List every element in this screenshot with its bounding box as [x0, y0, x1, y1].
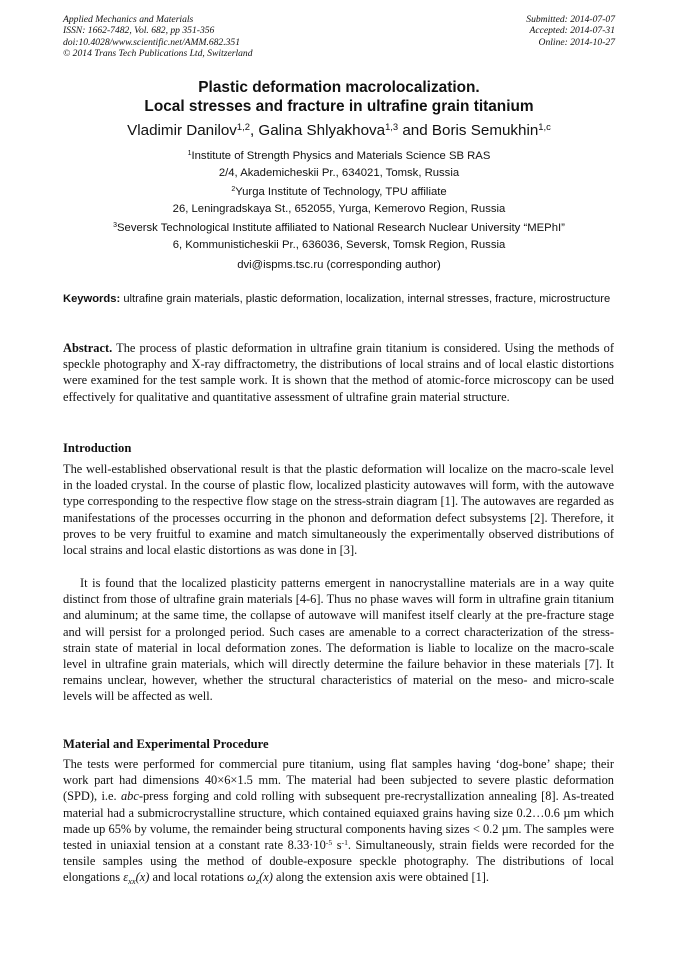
affiliation-institution: Institute of Strength Physics and Materials Science SB RAS: [191, 150, 491, 162]
affiliation-number: 1: [187, 150, 192, 158]
materials-text: The tests were performed for commercial pure titanium, using flat samples having ‘dog-bone’ shape; their work part had dimensions 40×6×1.5 mm. The material had been subjected to severe plastic deformation (SPD), i.e.: [63, 757, 614, 804]
materials-text: and local rotations: [149, 870, 248, 885]
accepted-date: Accepted: 2014-07-31: [529, 25, 615, 37]
materials-paragraph: [63, 756, 614, 886]
journal-name: Applied Mechanics and Materials: [63, 14, 194, 25]
affiliation-institution: Seversk Technological Institute affiliated to National Research Nuclear University “MEPhI”: [117, 222, 565, 234]
doi: doi:10.4028/www.scientific.net/AMM.682.351: [63, 36, 241, 48]
affiliation-address: 6, Kommunisticheskii Pr., 636036, Seversk, Tomsk Region, Russia: [172, 238, 506, 251]
introduction-heading: Introduction: [63, 441, 132, 455]
epsilon-subscript: xx: [128, 875, 136, 886]
title-line-1: Plastic deformation macrolocalization.: [198, 79, 480, 96]
materials-text: . Simultaneously, strain fields were recorded for the tensile samples using the method of double-exposure speckle photography. The distributions of local elongations: [63, 838, 614, 885]
materials-text: -press forging and cold rolling with subsequent pre-recrystallization annealing [8]. As-treated material had a submicrocrystalline structure, which contained equiaxed grains having size 0.2…0.6 µm which made up 65% by volume, the remainder being structural components having sizes < 0.2 µm. The samples were tested in uniaxial tension at a constant rate 8.33·10: [63, 789, 614, 853]
variable-x: (x): [259, 870, 273, 885]
paper-title: [40, 79, 638, 116]
keywords-text: ultrafine grain materials, plastic deformation, localization, internal stresses, fracture, microstructure: [123, 293, 611, 305]
author-affiliation-marker: 1,c: [538, 120, 551, 132]
materials-text: along the extension axis were obtained [1].: [272, 870, 489, 885]
author-name: Boris Semukhin: [431, 122, 539, 139]
abc-term: abc: [120, 789, 139, 804]
corresponding-email: dvi@ispms.tsc.ru (corresponding author): [237, 259, 441, 271]
publication-dates: [526, 14, 615, 48]
journal-info: [63, 14, 253, 60]
affiliation: [40, 148, 638, 181]
unit-exponent: -1: [341, 837, 348, 847]
keywords-label: Keywords:: [63, 293, 121, 305]
title-line-2: Local stresses and fracture in ultrafine grain titanium: [144, 97, 534, 115]
author-separator: ,: [249, 122, 259, 139]
abstract-label: Abstract.: [63, 341, 113, 355]
affiliation-number: 3: [113, 222, 117, 230]
introduction-paragraph-1: The well-established observational result is that the plastic deformation will localize on the macro-scale level in the loaded crystal. In the course of plastic flow, localized plasticity autowaves will form, with the autowave type corresponding to the respective flow stage on the stress-strain diagram [1]. The autowaves are regarded as manifestations of the processes occurring in the phonon and deformation defect subsystems [2]. Therefore, it proves to be very fruitful to examine and match simultaneously the experimentally observed distributions of local strains and local elastic distortions as was done in [3].: [63, 462, 614, 558]
issn: ISSN: 1662-7482, Vol. 682, pp 351-356: [63, 25, 215, 37]
introduction-paragraph-2: It is found that the localized plasticity patterns emergent in nanocrystalline materials are in a way quite distinct from those of ultrafine grain materials [4-6]. Thus no phase waves will form in ultrafine grain titanium and aluminum; at the same time, the collapse of autowave will manifest itself clearly at the pre-fracture stage and will persist for a prolonged period. Such cases are amenable to a correct characterization of the stress-strain state of material in local deformation zones. The deformation is liable to localize on the macro-scale level in ultrafine grain materials, which will directly determine the failure behavior in these materials [7]. It remains unclear, however, whether the structural characteristics of material on the meso- and micro-scale levels will be affected as well.: [63, 576, 614, 704]
omega-symbol: ω: [247, 870, 256, 885]
author-affiliation-marker: 1,2: [236, 120, 250, 132]
materials-heading: Material and Experimental Procedure: [63, 737, 269, 751]
author-affiliation-marker: 1,3: [385, 120, 399, 132]
author-name: Galina Shlyakhova: [258, 122, 386, 139]
rate-exponent: -5: [325, 837, 333, 847]
affiliation-address: 26, Leningradskaya St., 652055, Yurga, Kemerovo Region, Russia: [172, 202, 506, 215]
abstract: [63, 340, 614, 405]
affiliation: [40, 184, 638, 217]
omega-subscript: z: [255, 875, 260, 886]
submitted-date: Submitted: 2014-07-07: [526, 14, 615, 25]
materials-text: s: [332, 838, 342, 853]
online-date: Online: 2014-10-27: [538, 36, 615, 48]
keywords: [63, 292, 614, 307]
affiliation-number: 2: [231, 186, 236, 194]
epsilon-symbol: ε: [123, 870, 129, 885]
affiliation-address: 2/4, Akademicheskii Pr., 634021, Tomsk, Russia: [218, 166, 460, 179]
abstract-text: The process of plastic deformation in ultrafine grain titanium is considered. Using the methods of speckle photography and X-ray diffractometry, the distributions of local strains and of local elastic distortions were examined for the test sample work. It is shown that the method of atomic-force microscopy can be used effectively for qualitative and quantitative assessment of ultrafine grain material structure.: [63, 341, 614, 404]
variable-x: (x): [135, 870, 150, 885]
affiliation: [40, 220, 638, 253]
affiliation-institution: Yurga Institute of Technology, TPU affiliate: [235, 186, 447, 198]
author-name: Vladimir Danilov: [127, 122, 237, 139]
author-list: [40, 121, 638, 140]
copyright: © 2014 Trans Tech Publications Ltd, Switzerland: [63, 48, 253, 60]
author-separator: and: [398, 122, 432, 139]
